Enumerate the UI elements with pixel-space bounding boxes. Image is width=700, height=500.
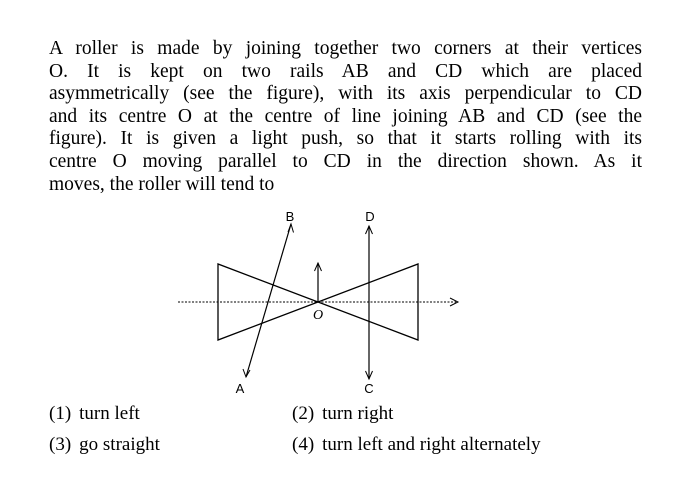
- label-c: C: [364, 381, 374, 396]
- question-line: O. It is kept on two rails AB and CD which are placed: [49, 60, 642, 82]
- label-o: O: [312, 308, 324, 323]
- question-line: centre O moving parallel to CD in the direction shown. As it: [49, 150, 642, 172]
- rail-ab: [246, 224, 291, 377]
- option-number: (2): [292, 403, 315, 424]
- option-text: go straight: [79, 434, 160, 455]
- question-line: moves, the roller will tend to: [49, 173, 275, 195]
- option-2: [292, 403, 393, 425]
- label-d: D: [365, 209, 375, 224]
- option-number: (4): [292, 434, 315, 455]
- option-text: turn left: [79, 403, 140, 424]
- question-line: and its centre O at the centre of line joining AB and CD (see the: [49, 105, 642, 127]
- option-3: [49, 434, 160, 456]
- option-4: [292, 434, 541, 456]
- question-line: figure). It is given a light push, so that it starts rolling with its: [49, 128, 642, 150]
- option-text: turn left and right alternately: [322, 434, 541, 455]
- question-line: asymmetrically (see the figure), with its axis perpendicular to CD: [49, 83, 642, 105]
- rail-a-arrow-icon: [243, 369, 250, 377]
- option-text: turn right: [322, 403, 394, 424]
- label-a: A: [235, 381, 245, 396]
- option-number: (1): [49, 403, 72, 424]
- option-number: (3): [49, 434, 72, 455]
- label-b: B: [285, 209, 295, 224]
- option-1: [49, 403, 140, 425]
- question-line: A roller is made by joining together two corners at their vertices: [49, 38, 642, 59]
